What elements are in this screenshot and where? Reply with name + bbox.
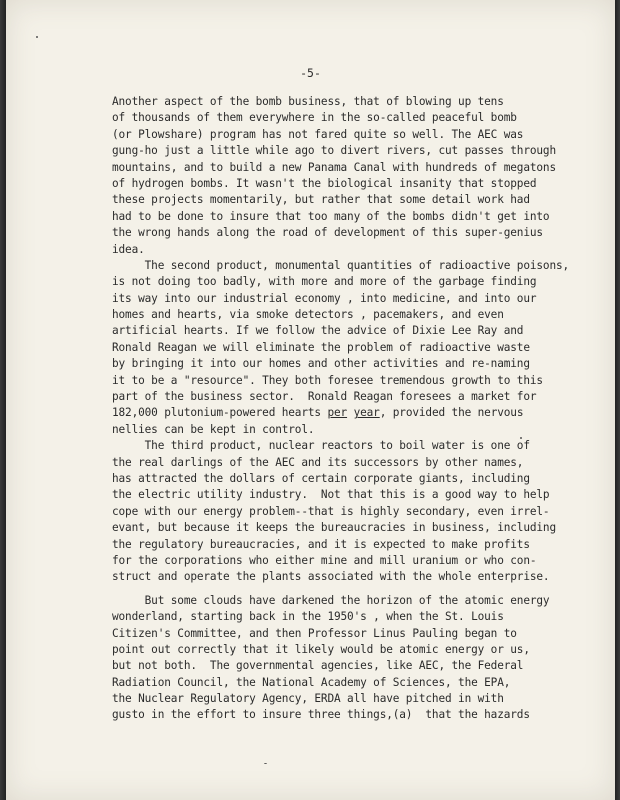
paragraph-3 [112, 438, 602, 586]
document-page [6, 0, 615, 800]
text-line: gung-ho just a little while ago to divert rivers, cut passes through [112, 144, 556, 158]
paper-speck [36, 36, 38, 38]
text-line: cope with our energy problem--that is highly secondary, even irrel- [112, 504, 550, 518]
scan-border-left [0, 0, 6, 800]
text-line: Citizen's Committee, and then Professor Linus Pauling began to [112, 626, 517, 640]
text-line: its way into our industrial economy , into medicine, and into our [112, 291, 537, 305]
text-line: the electric utility industry. Not that this is a good way to help [112, 488, 550, 502]
page-number: -5- [300, 66, 321, 80]
text-line: part of the business sector. Ronald Reagan foresees a market for [112, 390, 537, 404]
document-body [112, 94, 602, 724]
text-line: the Nuclear Regulatory Agency, ERDA all have pitched in with [112, 692, 504, 706]
paragraph-gap [112, 586, 602, 593]
text-line: is not doing too badly, with more and more of the garbage finding [112, 275, 537, 289]
text-line: it to be a "resource". They both foresee tremendous growth to this [112, 373, 543, 387]
text-span: , provided the nervous [379, 406, 524, 420]
text-line: nellies can be kept in control. [112, 422, 315, 436]
underlined-year: year [353, 406, 380, 420]
text-line: wonderland, starting back in the 1950's , when the St. Louis [112, 610, 504, 624]
text-line: Radiation Council, the National Academy of Sciences, the EPA, [112, 675, 511, 689]
text-line: gusto in the effort to insure three things,(a) that the hazards [112, 708, 530, 722]
text-line: of thousands of them everywhere in the so-called peaceful bomb [112, 111, 517, 125]
scan-border-right [615, 0, 620, 800]
text-line: Another aspect of the bomb business, that of blowing up tens [112, 95, 504, 108]
text-line: homes and hearts, via smoke detectors , pacemakers, and even [112, 308, 504, 322]
text-span: 182,000 plutonium-powered hearts [112, 406, 328, 420]
text-line: evant, but because it keeps the bureaucracies in business, including [112, 521, 556, 535]
paragraph-4 [112, 593, 602, 724]
text-line: the real darlings of the AEC and its successors by other names, [112, 455, 524, 469]
text-line: has attracted the dollars of certain corporate giants, including [112, 471, 530, 485]
text-line: but not both. The governmental agencies, like AEC, the Federal [112, 659, 524, 673]
paper-speck [520, 437, 522, 439]
text-line: mountains, and to build a new Panama Canal with hundreds of megatons [112, 160, 556, 174]
paper-speck [264, 763, 267, 764]
text-line: idea. [112, 242, 145, 256]
text-line: had to be done to insure that too many of the bombs didn't get into [112, 209, 550, 223]
text-line: by bringing it into our homes and other activities and re-naming [112, 357, 530, 371]
underlined-per: per [327, 406, 348, 420]
text-line: artificial hearts. If we follow the advice of Dixie Lee Ray and [112, 324, 524, 338]
text-line: these projects momentarily, but rather that some detail work had [112, 193, 530, 207]
text-line: of hydrogen bombs. It wasn't the biological insanity that stopped [112, 176, 537, 190]
text-line: struct and operate the plants associated with the whole enterprise. [112, 570, 550, 584]
text-line: point out correctly that it likely would be atomic energy or us, [112, 642, 530, 656]
text-line: the wrong hands along the road of development of this super-genius [112, 226, 543, 240]
text-line: for the corporations who either mine and mill uranium or who con- [112, 553, 537, 567]
paragraph-2 [112, 258, 602, 438]
text-line: Ronald Reagan we will eliminate the problem of radioactive waste [112, 340, 530, 354]
text-line: The second product, monumental quantities of radioactive poisons, [112, 258, 570, 272]
text-line: (or Plowshare) program has not fared quite so well. The AEC was [112, 127, 524, 141]
text-line: But some clouds have darkened the horizon of the atomic energy [112, 593, 550, 607]
text-line: the regulatory bureaucracies, and it is expected to make profits [112, 537, 530, 551]
text-line-underlined [112, 405, 602, 421]
paragraph-1 [112, 94, 602, 258]
text-line: The third product, nuclear reactors to boil water is one of [112, 439, 530, 453]
